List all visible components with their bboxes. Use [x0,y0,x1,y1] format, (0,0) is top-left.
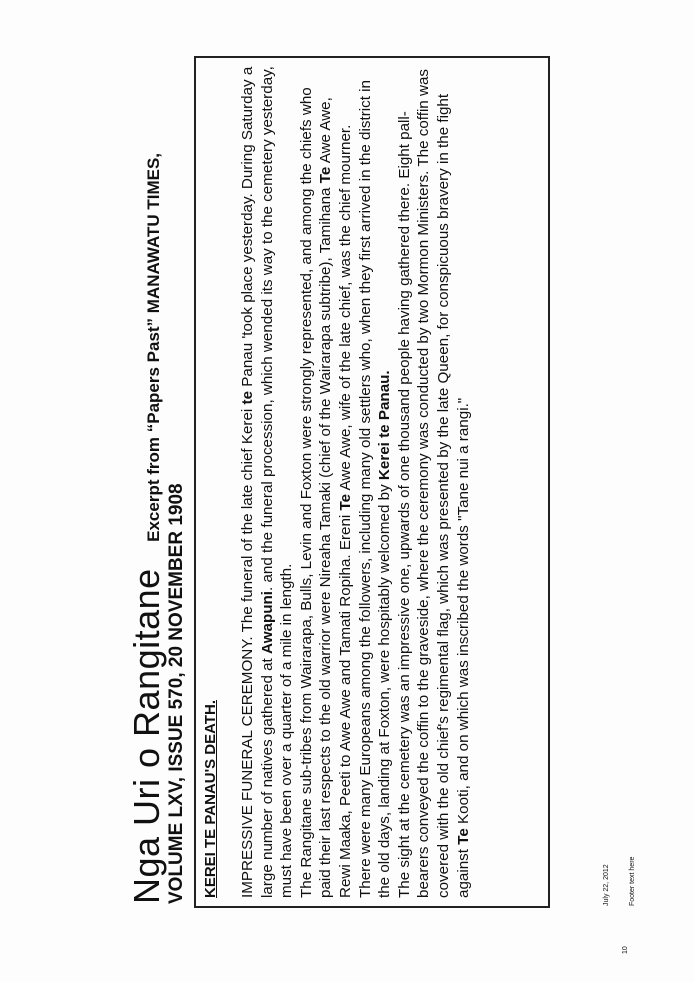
text-run-bold: te [239,390,256,405]
paragraph-4 [395,66,473,898]
text-run-bold: Kerei te Panau. [376,370,394,481]
text-run-bold: Te [454,828,472,845]
article-body [238,66,473,898]
title-line [126,153,168,904]
text-run: There were many Europeans among the followers, including many old settlers who, when they first arrived in the district in the old days, landing at Foxton, were hospitably welcomed by [356,80,394,898]
text-run: . and the funeral procession, which wended its way to the cemetery yesterday, must have been over a quarter of a mile in length. [258,66,296,898]
article-heading: KEREI TE PANAU'S DEATH. [202,699,219,898]
page-title: Nga Uri o Rangitane [126,568,167,904]
text-run: Awe Awe, Rewi Maaka, Peeti to Awe Awe and Tamati Ropiha. Ereni [317,97,354,898]
text-run: Awe Awe, wife of the late chief, was the chief mourner. [336,124,354,494]
excerpt-source: Excerpt from “Papers Past” MANAWATU TIMES, [144,152,163,542]
paragraph-3 [356,66,395,898]
text-run-bold: Te [317,166,335,184]
text-run-bold: Te [336,493,354,511]
text-run: Kooti, and on which was inscribed the words "Tane nui a rangi." [454,397,472,829]
paragraph-1 [238,66,297,898]
text-run: The sight at the cemetery was an impressive one, upwards of one thousand people having gathered there. Eight pall-bearers conveyed the coffin to the graveside, where the ceremony was conducted by two Mormon Ministers. The coffin was covered with the old chief's regimental flag, which was presented by the late Queen, for conspicuous bravery in the fight against [395,69,472,898]
volume-issue: VOLUME LXV, ISSUE 570, 20 NOVEMBER 1908 [166,483,187,904]
text-run: IMPRESSIVE FUNERAL CEREMONY. The funeral of the late chief Kerei [239,404,256,898]
text-run-bold: Awapuni [258,590,276,654]
footer-text: Footer text here [629,856,636,906]
footer-date: July 22, 2012 [603,864,610,906]
text-run: Panau 'took place yesterday. During Saturday a large number of natives gathered at [239,66,276,898]
article-box [194,56,550,908]
paragraph-2 [297,66,356,898]
page-number: 10 [622,946,629,954]
text-run: The Rangitane sub-tribes from Wairarapa, Bulls, Levin and Foxton were strongly represented, and among the chiefs who paid their last respects to the old warrior were Nireaha Tamaki (chief of the Wairarapa subtribe), Tamihana [297,87,335,898]
